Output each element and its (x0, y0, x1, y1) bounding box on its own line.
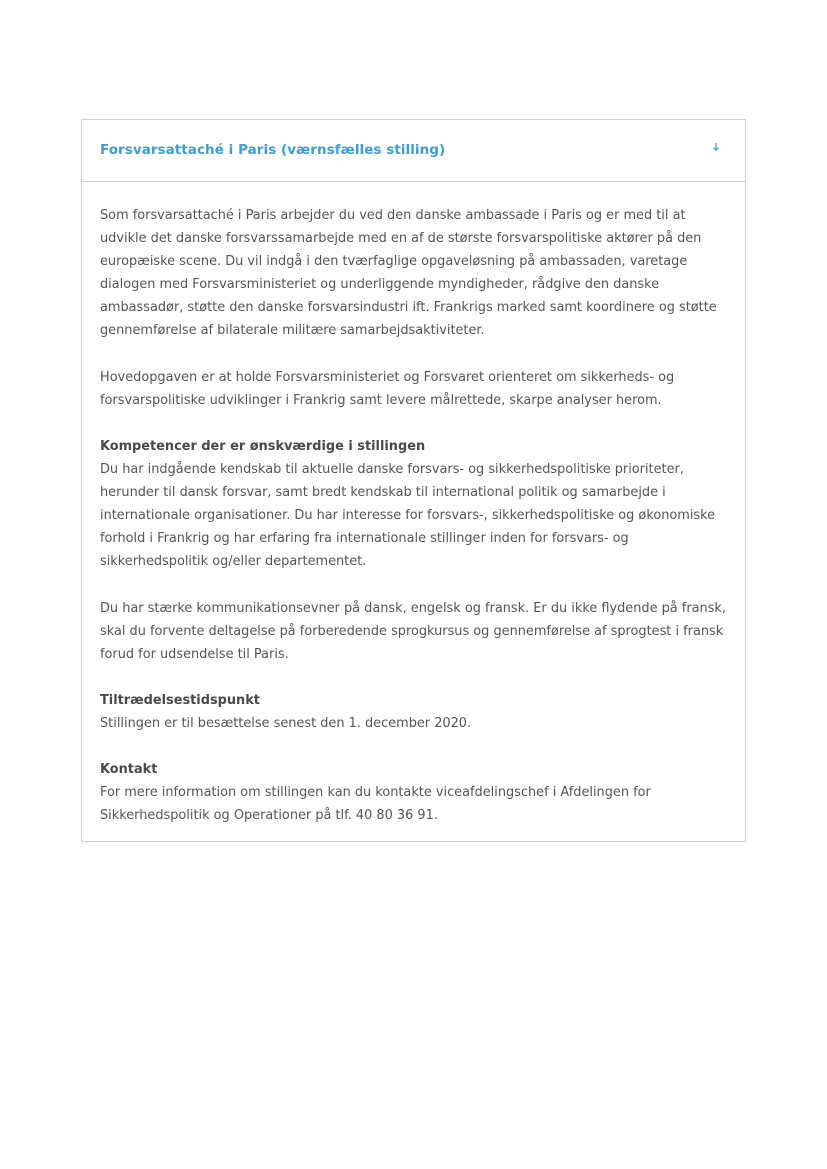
accordion-body (82, 182, 745, 828)
start-date-paragraph: Stillingen er til besættelse senest den 1. december 2020. (100, 716, 472, 732)
competences-section (100, 435, 727, 574)
arrow-down-icon[interactable] (711, 141, 721, 153)
start-date-heading: Tiltrædelsestidspunkt (100, 692, 260, 708)
main-task-paragraph: Hovedopgaven er at holde Forsvarsministeriet og Forsvaret orienteret om sikkerheds- og forsvarspolitiske udviklinger i Frankrig samt levere målrettede, skarpe analyser herom. (100, 369, 675, 408)
job-accordion (81, 119, 746, 842)
intro-paragraph: Som forsvarsattaché i Paris arbejder du ved den danske ambassade i Paris og er med til at udvikle det danske forsvarssamarbejde med en af de største forsvarspolitiske aktører på den europæiske scene. Du vil indgå i den tværfaglige opgaveløsning på ambassaden, varetage dialogen med Forsvarsministeriet og underliggende myndigheder, rådgive den danske ambassadør, støtte den danske forsvarsindustri ift. Frankrigs marked samt koordinere og støtte gennemførelse af bilaterale militære samarbejdsaktiviteter. (100, 208, 717, 339)
accordion-title[interactable]: Forsvarsattaché i Paris (værnsfælles stilling) (100, 142, 446, 158)
communication-paragraph: Du har stærke kommunikationsevner på dansk, engelsk og fransk. Er du ikke flydende på fransk, skal du forvente deltagelse på forberedende sprogkursus og gennemførelse af sprogtest i fransk forud for udsendelse til Paris. (100, 600, 726, 662)
contact-section (100, 758, 727, 827)
contact-heading: Kontakt (100, 762, 158, 778)
start-date-section (100, 689, 727, 735)
accordion-header[interactable] (82, 120, 745, 182)
competences-paragraph: Du har indgående kendskab til aktuelle danske forsvars- og sikkerhedspolitiske prioriteter, herunder til dansk forsvar, samt bredt kendskab til international politik og samarbejde i internationale organisationer. Du har interesse for forsvars-, sikkerhedspolitiske og økonomiske forhold i Frankrig og har erfaring fra internationale stillinger inden for forsvars- og sikkerhedspolitik og/eller departementet. (100, 462, 716, 570)
competences-heading: Kompetencer der er ønskværdige i stillingen (100, 438, 426, 454)
contact-paragraph: For mere information om stillingen kan du kontakte viceafdelingschef i Afdelingen for Sikkerhedspolitik og Operationer på tlf. 40 80 36 91. (100, 785, 651, 824)
